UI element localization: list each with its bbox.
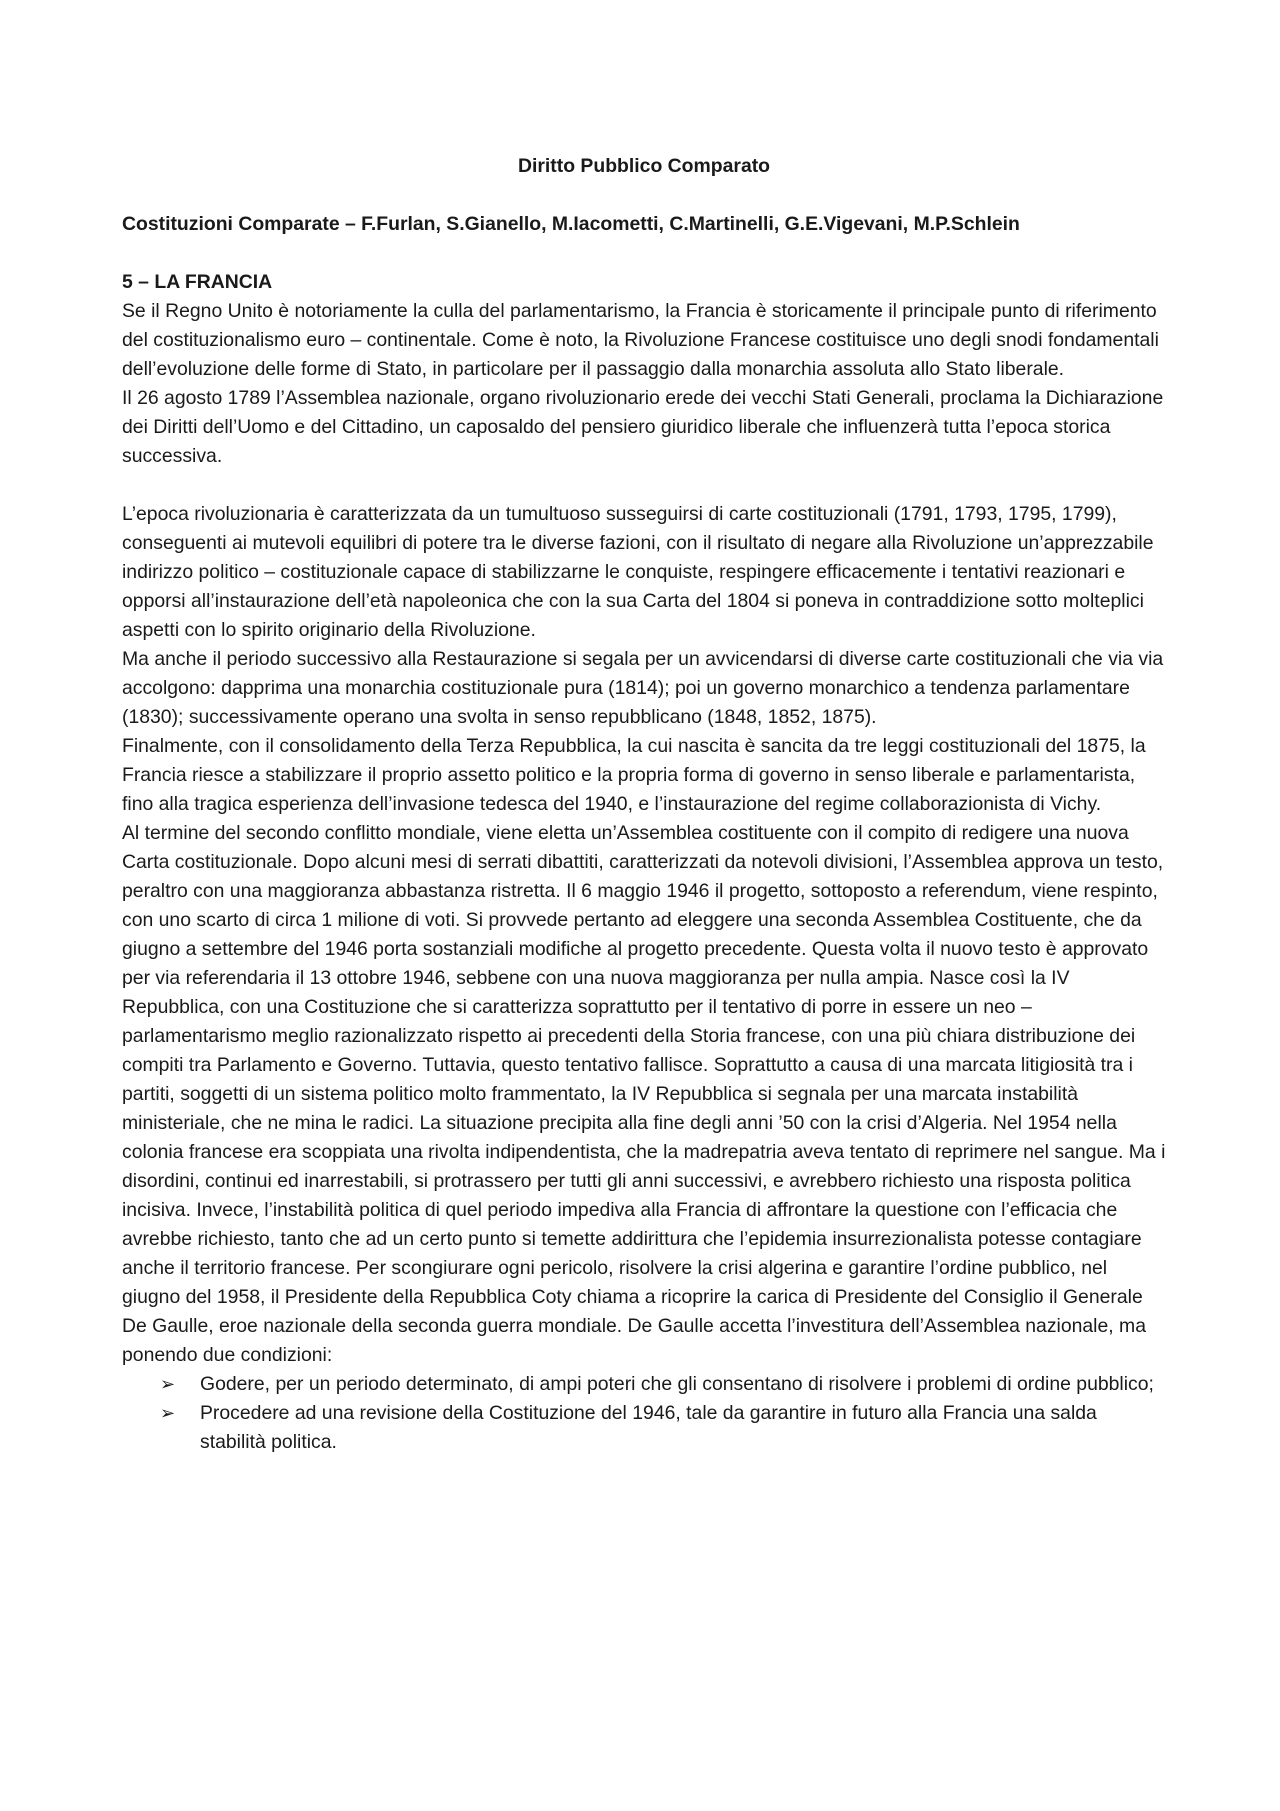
list-item-text: Godere, per un periodo determinato, di ampi poteri che gli consentano di risolvere i problemi di ordine pubblico; bbox=[200, 1373, 1154, 1395]
paragraph-3: L’epoca rivoluzionaria è caratterizzata da un tumultuoso susseguirsi di carte costituzionali (1791, 1793, 1795, 1799), conseguenti ai mutevoli equilibri di potere tra le diverse fazioni, con il risultato di negare alla Rivoluzione un’apprezzabile indirizzo politico – costituzionale capace di stabilizzarne le conquiste, respingere efficacemente i tentativi reazionari e opporsi all’instaurazione dell’età napoleonica che con la sua Carta del 1804 si poneva in contraddizione sotto molteplici aspetti con lo spirito originario della Rivoluzione. bbox=[122, 503, 1154, 641]
conditions-list bbox=[122, 1370, 1166, 1457]
arrow-bullet-icon: ➢ bbox=[160, 1403, 176, 1424]
paragraph-2: Il 26 agosto 1789 l’Assemblea nazionale, organo rivoluzionario erede dei vecchi Stati Generali, proclama la Dichiarazione dei Diritti dell’Uomo e del Cittadino, un caposaldo del pensiero giuridico liberale che influenzerà tutta l’epoca storica successiva. bbox=[122, 387, 1164, 467]
paragraph-1: Se il Regno Unito è notoriamente la culla del parlamentarismo, la Francia è storicamente il principale punto di riferimento del costituzionalismo euro – continentale. Come è noto, la Rivoluzione Francese costituisce uno degli snodi fondamentali dell’evoluzione delle forme di Stato, in particolare per il passaggio dalla monarchia assoluta allo Stato liberale. bbox=[122, 300, 1159, 380]
list-item bbox=[122, 1370, 1166, 1399]
document-title: Diritto Pubblico Comparato bbox=[517, 155, 771, 177]
list-item bbox=[122, 1399, 1166, 1457]
paragraph-5: Finalmente, con il consolidamento della Terza Repubblica, la cui nascita è sancita da tre leggi costituzionali del 1875, la Francia riesce a stabilizzare il proprio assetto politico e la propria forma di governo in senso liberale e parlamentarista, fino alla tragica esperienza dell’invasione tedesca del 1940, e l’instaurazione del regime collaborazionista di Vichy. bbox=[122, 735, 1146, 815]
arrow-bullet-icon: ➢ bbox=[160, 1374, 176, 1395]
paragraph-4: Ma anche il periodo successivo alla Restaurazione si segala per un avvicendarsi di diverse carte costituzionali che via via accolgono: dapprima una monarchia costituzionale pura (1814); poi un governo monarchico a tendenza parlamentare (1830); successivamente operano una svolta in senso repubblicano (1848, 1852, 1875). bbox=[122, 648, 1164, 728]
document-page bbox=[122, 152, 1166, 1457]
paragraph-6: Al termine del secondo conflitto mondiale, viene eletta un’Assemblea costituente con il compito di redigere una nuova Carta costituzionale. Dopo alcuni mesi di serrati dibattiti, caratterizzati da notevoli divisioni, l’Assemblea approva un testo, peraltro con una maggioranza abbastanza ristretta. Il 6 maggio 1946 il progetto, sottoposto a referendum, viene respinto, con uno scarto di circa 1 milione di voti. Si provvede pertanto ad eleggere una seconda Assemblea Costituente, che da giugno a settembre del 1946 porta sostanziali modifiche al progetto precedente. Questa volta il nuovo testo è approvato per via referendaria il 13 ottobre 1946, sebbene con una nuova maggioranza per nulla ampia. Nasce così la IV Repubblica, con una Costituzione che si caratterizza soprattutto per il tentativo di porre in essere un neo – parlamentarismo meglio razionalizzato rispetto ai precedenti della Storia francese, con una più chiara distribuzione dei compiti tra Parlamento e Governo. Tuttavia, questo tentativo fallisce. Soprattutto a causa di una marcata litigiosità tra i partiti, soggetti di un sistema politico molto frammentato, la IV Repubblica si segnala per una marcata instabilità ministeriale, che ne mina le radici. La situazione precipita alla fine degli anni ’50 con la crisi d’Algeria. Nel 1954 nella colonia francese era scoppiata una rivolta indipendentista, che la madrepatria aveva tentato di reprimere nel sangue. Ma i disordini, continui ed inarrestabili, si protrassero per tutti gli anni successivi, e avrebbero richiesto una risposta politica incisiva. Invece, l’instabilità politica di quel periodo impediva alla Francia di affrontare la questione con l’efficacia che avrebbe richiesto, tanto che ad un certo punto si temette addirittura che l’epidemia insurrezionalista potesse contagiare anche il territorio francese. Per scongiurare ogni pericolo, risolvere la crisi algerina e garantire l’ordine pubblico, nel giugno del 1958, il Presidente della Repubblica Coty chiama a ricoprire la carica di Presidente del Consiglio il Generale De Gaulle, eroe nazionale della seconda guerra mondiale. De Gaulle accetta l’investitura dell’Assemblea nazionale, ma ponendo due condizioni: bbox=[122, 822, 1166, 1366]
document-authors: Costituzioni Comparate – F.Furlan, S.Gianello, M.Iacometti, C.Martinelli, G.E.Vigevani, M.P.Schlein bbox=[122, 213, 1020, 235]
section-heading: 5 – LA FRANCIA bbox=[122, 271, 273, 293]
paragraph-spacer bbox=[122, 471, 1166, 500]
list-item-text: Procedere ad una revisione della Costituzione del 1946, tale da garantire in futuro alla Francia una salda stabilità politica. bbox=[200, 1402, 1097, 1453]
